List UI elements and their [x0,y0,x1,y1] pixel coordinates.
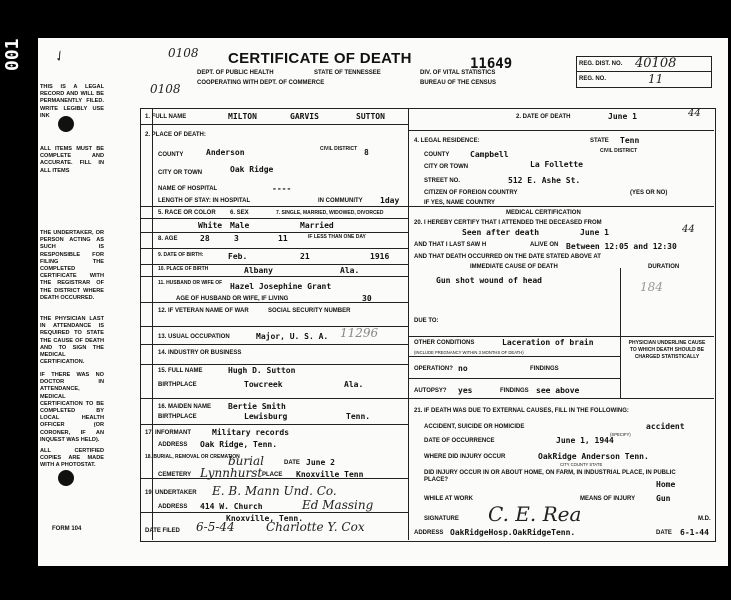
margin-pencil-mark: ✓ [50,48,69,67]
registrar-signature: Ed Massing [302,498,374,512]
undertaker-label: 19. UNDERTAKER [145,490,197,496]
race-label: 5. RACE OR COLOR [158,210,216,216]
certify-label: 20. I HEREBY CERTIFY THAT I ATTENDED THE DECEASED FROM [414,220,602,226]
place-of-death-label: 2. PLACE OF DEATH: [145,132,206,138]
rule [140,232,408,233]
mother-birthplace-label: BIRTHPLACE [158,414,197,420]
informant-value: Military records [212,428,290,437]
rule [140,512,408,513]
residence-county: Campbell [470,150,509,159]
age-years: 28 [200,234,210,243]
medical-certification-heading: MEDICAL CERTIFICATION [506,210,581,216]
residence-state-label: STATE [590,138,609,144]
sex-label: 6. SEX [230,210,249,216]
stamp-bottom: 0108 [150,82,181,96]
page-title: CERTIFICATE OF DEATH [228,50,412,67]
rule [408,398,714,399]
county-label: COUNTY [158,152,184,158]
specify-label: (SPECIFY) [610,432,631,437]
physician-signature: C. E. Rea [488,502,582,526]
burial-date: June 2 [306,458,335,467]
date-of-death-label: 2. DATE OF DEATH [516,114,571,120]
seen-after-death: Seen after death [462,228,540,237]
ssn-label: SOCIAL SECURITY NUMBER [268,308,351,314]
hospital-label: NAME OF HOSPITAL [158,186,218,192]
date-filed-value: 6-5-44 [196,520,235,534]
mother-label: 16. MAIDEN NAME [158,404,212,410]
autopsy-label: AUTOPSY? [414,388,447,394]
cemetery-place-label: PLACE [262,472,283,478]
bureau-label: BUREAU OF THE CENSUS [420,80,497,86]
burial-label: 18. BURIAL, REMOVAL OR CREMATION [145,454,240,460]
center-divider [408,108,409,540]
rule [140,124,408,125]
seen-year: 44 [682,224,695,235]
residence-label: 4. LEGAL RESIDENCE: [414,138,480,144]
margin-note-1: THIS IS A LEGAL RECORD AND WILL BE PERMANENTLY FILED. WRITE LEGIBLY USE INK [40,84,104,119]
physician-address: OakRidgeHosp.OakRidgeTenn. [450,528,576,537]
means-label: MEANS OF INJURY [580,496,636,502]
division-label: DIV. OF VITAL STATISTICS [420,70,496,76]
reg-no-value: 11 [648,72,664,86]
birth-year: 1916 [370,252,390,261]
undertaker-city: Knoxville, Tenn. [226,514,304,523]
physician-note: PHYSICIAN UNDERLINE CAUSE TO WHICH DEATH SHOULD BE CHARGED STATISTICALLY [628,340,706,360]
civil-district-value: 8 [364,148,369,157]
rule [140,248,408,249]
other-conditions-label: OTHER CONDITIONS [414,340,475,346]
form-number: FORM 104 [52,526,82,532]
mother-state: Tenn. [346,412,371,421]
duration-mark: 184 [640,280,663,294]
middle-name: GARVIS [290,112,319,121]
burial-date-label: DATE [284,460,300,466]
margin-note-2: ALL ITEMS MUST BE COMPLETE AND ACCURATE. FILL IN ALL ITEMS [40,146,104,174]
margin-note-3: THE UNDERTAKER, OR PERSON ACTING AS SUCH IS RESPONSIBLE FOR FILING THE COMPLETED CERTIFICATE WITH THE REGISTRAR OF THE DISTRICT WHERE DEATH OCCURRED. [40,230,104,301]
undertaker-value: E. B. Mann Und. Co. [212,484,337,498]
rule [140,218,408,219]
side-film-id: 001 [2,38,23,72]
date-of-death-year: 44 [688,108,701,119]
last-name: SUTTON [356,112,385,121]
immediate-cause: Gun shot wound of head [436,276,542,285]
residence-city: La Follette [530,160,583,169]
duration-label: DURATION [648,264,680,270]
if-yes-label: IF YES, NAME COUNTRY [424,200,496,206]
cemetery-label: CEMETERY [158,472,192,478]
in-community-value: 1day [380,196,400,205]
home-value: Home [656,480,676,489]
rule [140,424,408,425]
age-months: 3 [234,234,239,243]
cooperating-label: COOPERATING WITH DEPT. OF COMMERCE [197,80,325,86]
reg-dist-value: 40108 [635,56,677,71]
occurrence-value: June 1, 1944 [556,436,614,445]
spouse-age-label: AGE OF HUSBAND OR WIFE, IF LIVING [176,296,289,302]
operation-value: no [458,364,468,373]
residence-civil-district-label: CIVIL DISTRICT [600,148,638,154]
operation-findings-label: FINDINGS [530,366,559,372]
physician-date-label: DATE [656,530,672,536]
duration-column [620,268,621,398]
signature-label: SIGNATURE [424,516,459,522]
reg-dist-label: REG. DIST. NO. [579,61,623,67]
cemetery-place: Knoxville Tenn [296,470,364,479]
rule [408,130,714,131]
accident-label: ACCIDENT, SUICIDE OR HOMICIDE [424,424,525,430]
immediate-cause-label: IMMEDIATE CAUSE OF DEATH [470,264,558,270]
state-label: STATE OF TENNESSEE [314,70,381,76]
md-label: M.D. [698,516,711,522]
means-value: Gun [656,494,671,503]
birth-day: 21 [300,252,310,261]
reg-box-divider [576,71,711,72]
left-margin-column [152,108,153,540]
father-name: Hugh D. Sutton [228,366,296,375]
rule [140,344,408,345]
occurrence-label: DATE OF OCCURRENCE [424,438,495,444]
alive-on-label: ALIVE ON [530,242,559,248]
rule [140,364,408,365]
length-label: LENGTH OF STAY: IN HOSPITAL [158,198,251,204]
reg-no-label: REG. NO. [579,76,607,82]
age-days: 11 [278,234,288,243]
while-at-work-label: WHILE AT WORK [424,496,473,502]
birth-date-label: 9. DATE OF BIRTH: [158,252,204,258]
county-value: Anderson [206,148,245,157]
undertaker-address: 414 W. Church [200,502,263,511]
spouse-label: 11. HUSBAND OR WIFE OF [158,280,223,286]
street-label: STREET NO. [424,178,461,184]
cemetery-value: Lynnhurst [200,466,263,480]
registrar-handwriting: Charlotte Y. Cox [266,520,365,534]
where-sub-label: CITY COUNTY STATE [560,462,603,467]
age-label: 8. AGE [158,236,178,242]
rule [140,206,408,207]
spouse-age: 30 [362,294,372,303]
burial-value: burial [228,454,264,468]
operation-label: OPERATION? [414,366,453,372]
yes-no-label: (YES OR NO) [630,190,668,196]
rule [140,398,408,399]
residence-city-label: CITY OR TOWN [424,164,469,170]
where-value: OakRidge Anderson Tenn. [538,452,649,461]
citizen-label: CITIZEN OF FOREIGN COUNTRY [424,190,518,196]
rule [408,378,620,379]
rule [140,264,408,265]
punch-hole-bottom [58,470,74,486]
city-value: Oak Ridge [230,165,274,174]
margin-note-4: THE PHYSICIAN LAST IN ATTENDANCE IS REQUIRED TO STATE THE CAUSE OF DEATH AND TO SIGN THE MEDICAL CERTIFICATION. [40,316,104,366]
other-conditions: Laceration of brain [502,338,594,347]
dept-label: DEPT. OF PUBLIC HEALTH [197,70,274,76]
spouse-value: Hazel Josephine Grant [230,282,332,291]
last-saw-label: AND THAT I LAST SAW H [414,242,487,248]
birthplace-label: 10. PLACE OF BIRTH [158,266,209,272]
residence-state: Tenn [620,136,640,145]
father-birthplace-label: BIRTHPLACE [158,382,197,388]
marital-label: 7. SINGLE, MARRIED, WIDOWED, DIVORCED [276,210,384,216]
date-filed-label: DATE FILED [145,528,180,534]
informant-address: Oak Ridge, Tenn. [200,440,278,449]
father-label: 15. FULL NAME [158,368,203,374]
occupation-label: 13. USUAL OCCUPATION [158,334,230,340]
birth-city: Albany [244,266,273,275]
mother-city: Lewisburg [244,412,288,421]
race-value: White [198,221,223,230]
father-city: Towcreek [244,380,283,389]
physician-address-label: ADDRESS [414,530,444,536]
first-name: MILTON [228,112,257,121]
occupation-value: Major, U. S. A. [256,332,329,341]
marital-value: Married [300,221,334,230]
external-causes-label: 21. IF DEATH WAS DUE TO EXTERNAL CAUSES, FILL IN THE FOLLOWING: [414,408,629,414]
date-of-death-value: June 1 [608,112,637,121]
time-between: Between 12:05 and 12:30 [566,242,677,251]
hospital-value: ---- [272,184,292,193]
where-label: WHERE DID INJURY OCCUR [424,454,506,460]
autopsy-value: yes [458,386,473,395]
city-label: CITY OR TOWN [158,170,203,176]
other-conditions-note: (INCLUDE PREGNANCY WITHIN 3 MONTHS OF DEATH) [414,350,524,355]
birth-state: Ala. [340,266,360,275]
rule [140,276,408,277]
autopsy-findings: see above [536,386,580,395]
veteran-label: 12. IF VETERAN NAME OF WAR [158,308,249,314]
due-to-label: DUE TO: [414,318,439,324]
margin-note-5: IF THERE WAS NO DOCTOR IN ATTENDANCE, MEDICAL CERTIFICATION TO BE COMPLETED BY LOCAL HEALTH OFFICER (OR CORONER, IF AN INQUEST WAS HELD). [40,372,104,443]
birth-month: Feb. [228,252,248,261]
full-name-label: 1. FULL NAME [145,114,187,120]
margin-note-6: ALL CERTIFIED COPIES ARE MADE WITH A PHOTOSTAT. [40,448,104,469]
mother-name: Bertie Smith [228,402,286,411]
street-value: 512 E. Ashe St. [508,176,581,185]
undertaker-address-label: ADDRESS [158,504,188,510]
seen-date: June 1 [580,228,609,237]
autopsy-findings-label: FINDINGS [500,388,529,394]
certificate-number: 11649 [470,56,513,72]
under-one-day-label: IF LESS THAN ONE DAY [308,234,366,240]
physician-date: 6-1-44 [680,528,709,537]
accident-value: accident [646,422,685,431]
informant-address-label: ADDRESS [158,442,188,448]
stamp-top: 0108 [168,46,199,60]
rule [408,356,620,357]
in-community-label: IN COMMUNITY [318,198,363,204]
home-label: DID INJURY OCCUR IN OR ABOUT HOME, ON FARM, IN INDUSTRIAL PLACE, IN PUBLIC PLACE? [424,470,676,483]
rule [408,336,714,337]
occupation-code: 11296 [340,326,379,340]
informant-label: 17. INFORMANT [145,430,192,436]
sex-value: Male [230,221,250,230]
death-occurred-label: AND THAT DEATH OCCURRED ON THE DATE STATED ABOVE AT [414,254,601,260]
civil-district-label: CIVIL DISTRICT [320,146,358,152]
industry-label: 14. INDUSTRY OR BUSINESS [158,350,242,356]
residence-county-label: COUNTY [424,152,450,158]
father-state: Ala. [344,380,364,389]
